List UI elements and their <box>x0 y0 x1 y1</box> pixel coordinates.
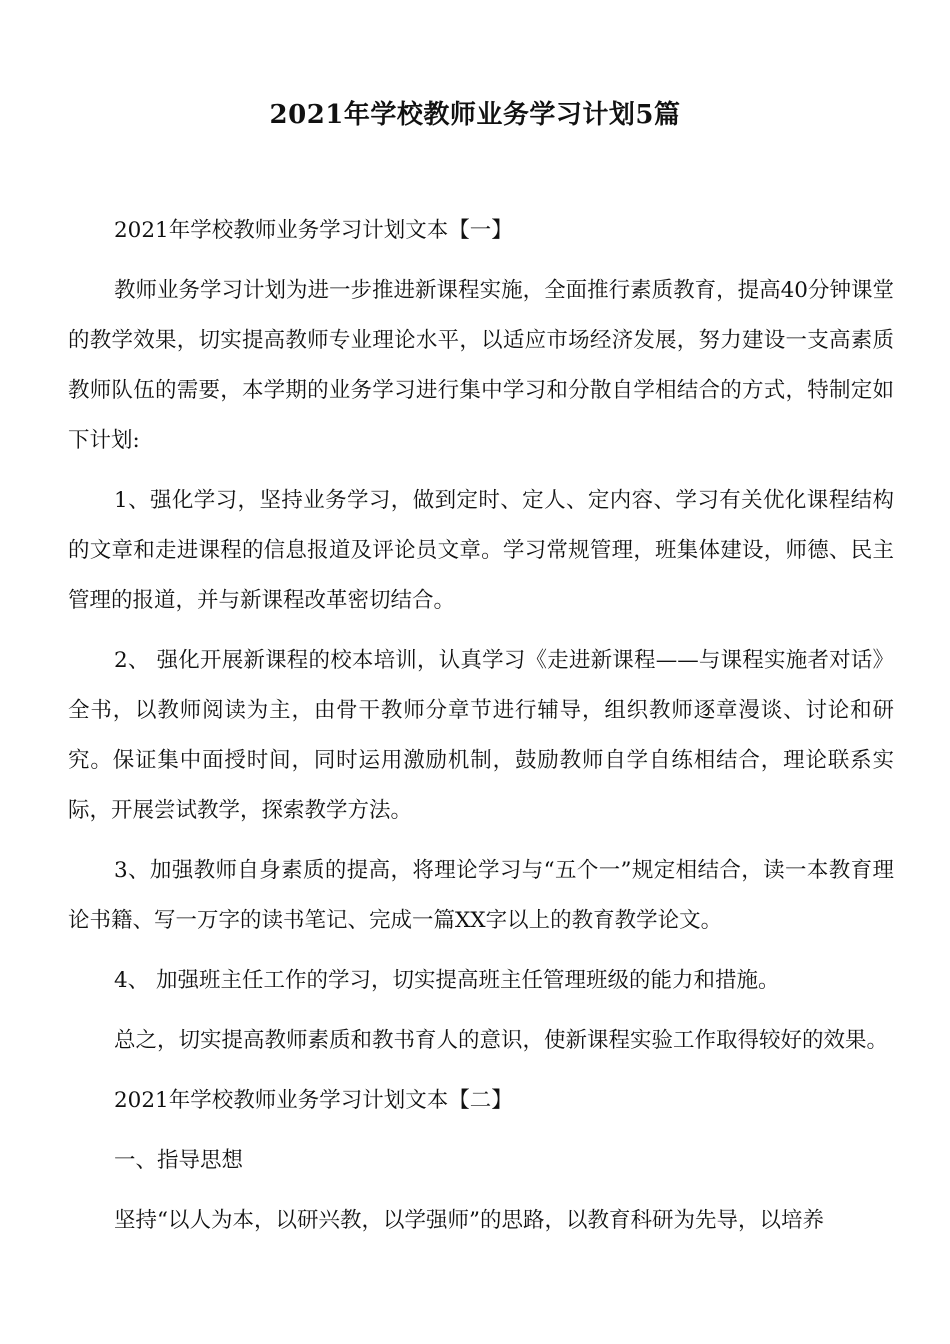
plan-item-3: 3、加强教师自身素质的提高，将理论学习与“五个一”规定相结合，读一本教育理论书籍、写一万字的读书笔记、完成一篇XX字以上的教育教学论文。 <box>68 858 894 933</box>
guiding-ideology-paragraph: 坚持“以人为本，以研兴教，以学强师”的思路，以教育科研为先导，以培养 <box>114 1208 824 1233</box>
section-heading-1: 2021年学校教师业务学习计划文本【一】 <box>114 218 513 243</box>
subheading-guiding-ideology: 一、指导思想 <box>114 1148 244 1173</box>
intro-paragraph: 教师业务学习计划为进一步推进新课程实施，全面推行素质教育，提高40分钟课堂的教学效果，切实提高教师专业理论水平，以适应市场经济发展，努力建设一支高素质教师队伍的需要，本学期的业务学习进行集中学习和分散自学相结合的方式，特制定如下计划: <box>68 278 894 453</box>
plan-item-2: 2、 强化开展新课程的校本培训，认真学习《走进新课程——与课程实施者对话》全书，以教师阅读为主，由骨干教师分章节进行辅导，组织教师逐章漫谈、讨论和研究。保证集中面授时间，同时运用激励机制，鼓励教师自学自练相结合，理论联系实际，开展尝试教学，探索教学方法。 <box>68 648 894 823</box>
summary-paragraph: 总之，切实提高教师素质和教书育人的意识，使新课程实验工作取得较好的效果。 <box>114 1028 889 1053</box>
plan-item-4: 4、 加强班主任工作的学习，切实提高班主任管理班级的能力和措施。 <box>114 968 780 993</box>
document-title: 2021年学校教师业务学习计划5篇 <box>269 100 681 130</box>
section-heading-2: 2021年学校教师业务学习计划文本【二】 <box>114 1088 513 1113</box>
plan-item-1: 1、强化学习，坚持业务学习，做到定时、定人、定内容、学习有关优化课程结构的文章和走进课程的信息报道及评论员文章。学习常规管理，班集体建设，师德、民主管理的报道，并与新课程改革密切结合。 <box>68 488 894 613</box>
document-body <box>68 206 894 1256</box>
